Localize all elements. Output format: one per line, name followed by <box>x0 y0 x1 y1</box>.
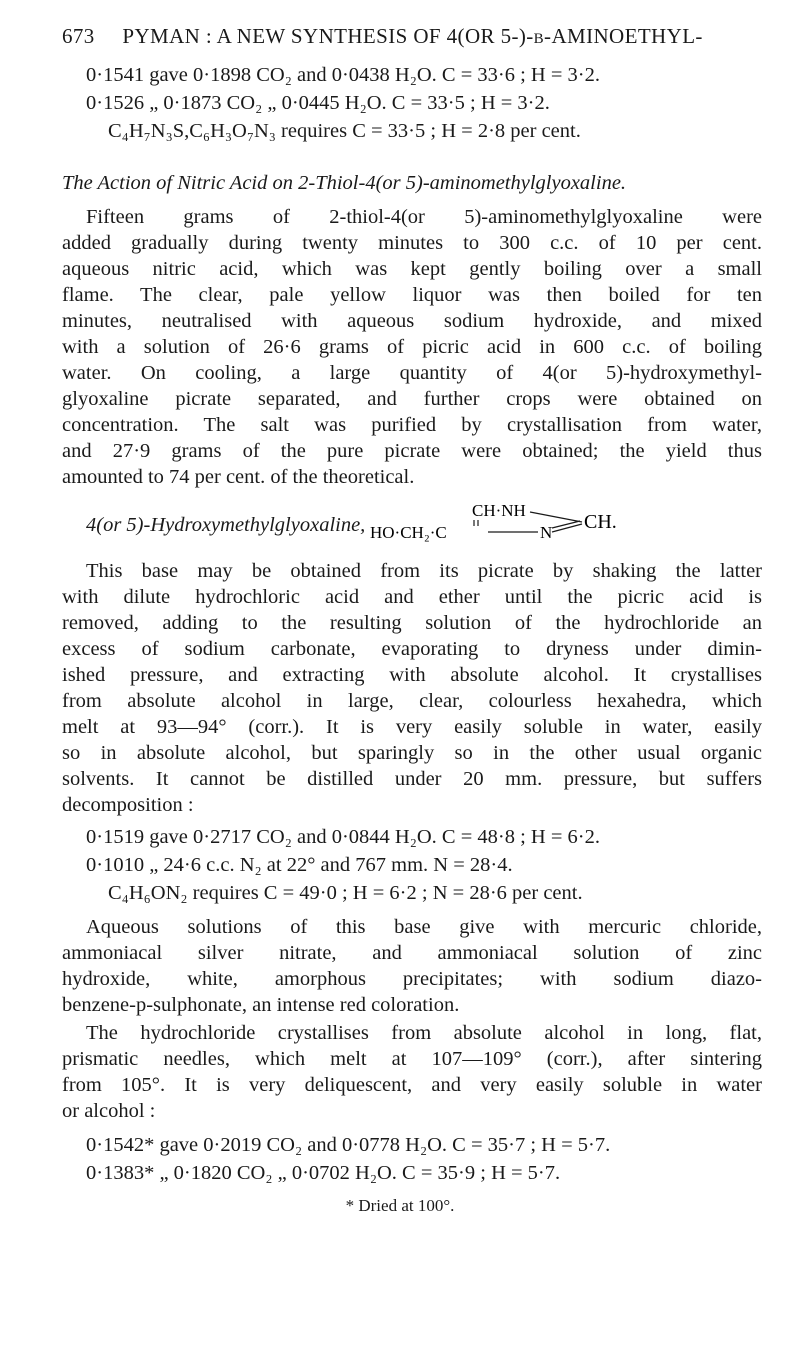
paragraph-line: from 105°. It is very deliquescent, and very easily soluble in water <box>62 1074 762 1096</box>
analysis-line: 0·1383* „ 0·1820 CO₂ „ 0·0702 H₂O. C = 35·9 ; H = 5·7. <box>86 1162 561 1184</box>
bond-n-ch-a <box>552 524 582 532</box>
paragraph-line: or alcohol : <box>62 1100 156 1122</box>
paragraph-line: from absolute alcohol in large, clear, colourless hexahedra, which <box>62 690 762 712</box>
bond-n-ch-b <box>552 521 580 528</box>
paragraph-line: and 27·9 grams of the pure picrate were obtained; the yield thus <box>62 440 762 462</box>
paragraph-line: aqueous nitric acid, which was kept gently boiling over a small <box>62 258 762 280</box>
paragraph-line: hydroxide, white, amorphous precipitates; with sodium diazo- <box>62 968 762 990</box>
formula-name: 4(or 5)-Hydroxymethylglyoxaline, <box>86 514 366 536</box>
analysis-line: 0·1519 gave 0·2717 CO₂ and 0·0844 H₂O. C = 48·8 ; H = 6·2. <box>86 826 600 848</box>
paragraph-line: The hydrochloride crystallises from absolute alcohol in long, flat, <box>86 1022 762 1044</box>
analysis-requirement: C₄H₇N₃S,C₆H₃O₇N₃ requires C = 33·5 ; H = 2·8 per cent. <box>108 120 581 142</box>
paragraph-line: with dilute hydrochloric acid and ether until the picric acid is <box>62 586 762 608</box>
glyoxaline-structure <box>370 502 690 542</box>
paragraph-line: glyoxaline picrate separated, and further crops were obtained on <box>62 388 762 410</box>
analysis-requirement: C₄H₆ON₂ requires C = 49·0 ; H = 6·2 ; N = 28·6 per cent. <box>108 882 583 904</box>
struct-top: CH·NH <box>472 502 526 520</box>
paragraph-line: added gradually during twenty minutes to 300 c.c. of 10 per cent. <box>62 232 762 254</box>
paragraph-line: melt at 93—94° (corr.). It is very easily soluble in water, easily <box>62 716 762 738</box>
struct-bottom-left: HO·CH₂·C <box>370 523 447 542</box>
paragraph-line: with a solution of 26·6 grams of picric acid in 600 c.c. of boiling <box>62 336 762 358</box>
paragraph-line: removed, adding to the resulting solution of the hydrochloride an <box>62 612 762 634</box>
struct-ch: CH. <box>584 511 617 533</box>
structural-formula <box>86 502 762 542</box>
page-number: 673 <box>62 24 95 48</box>
paragraph-line: Aqueous solutions of this base give with mercuric chloride, <box>86 916 762 938</box>
analysis-line: 0·1542* gave 0·2019 CO₂ and 0·0778 H₂O. C = 35·7 ; H = 5·7. <box>86 1134 611 1156</box>
running-title: PYMAN : A NEW SYNTHESIS OF 4(OR 5-)-β-AMINOETHYL- <box>122 24 703 48</box>
paragraph-line: amounted to 74 per cent. of the theoretical. <box>62 466 415 488</box>
paragraph-line: This base may be obtained from its picrate by shaking the latter <box>86 560 762 582</box>
struct-bottom-right: N <box>540 523 553 542</box>
paragraph-line: concentration. The salt was purified by crystallisation from water, <box>62 414 762 436</box>
paragraph-line: flame. The clear, pale yellow liquor was then boiled for ten <box>62 284 762 306</box>
footnote: * Dried at 100°. <box>345 1196 455 1215</box>
paragraph-line: ished pressure, and extracting with absolute alcohol. It crystallises <box>62 664 762 686</box>
paragraph-line: prismatic needles, which melt at 107—109° (corr.), after sintering <box>62 1048 762 1070</box>
paragraph-line: Fifteen grams of 2-thiol-4(or 5)-aminomethylglyoxaline were <box>86 206 762 228</box>
bond-nh-ch <box>530 512 582 522</box>
paragraph-line: excess of sodium carbonate, evaporating to dryness under dimin- <box>62 638 762 660</box>
paragraph-line: ammoniacal silver nitrate, and ammoniacal solution of zinc <box>62 942 762 964</box>
paragraph-line: decomposition : <box>62 794 194 816</box>
analysis-line: 0·1541 gave 0·1898 CO₂ and 0·0438 H₂O. C = 33·6 ; H = 3·2. <box>86 64 600 86</box>
analysis-line: 0·1526 „ 0·1873 CO₂ „ 0·0445 H₂O. C = 33·5 ; H = 3·2. <box>86 92 550 114</box>
paragraph-line: solvents. It cannot be distilled under 20 mm. pressure, but suffers <box>62 768 762 790</box>
section-title: The Action of Nitric Acid on 2-Thiol-4(or 5)-aminomethylglyoxaline. <box>62 172 627 194</box>
running-header <box>62 24 762 49</box>
paragraph-line: minutes, neutralised with aqueous sodium hydroxide, and mixed <box>62 310 762 332</box>
analysis-line: 0·1010 „ 24·6 c.c. N₂ at 22° and 767 mm. N = 28·4. <box>86 854 513 876</box>
paragraph-line: water. On cooling, a large quantity of 4(or 5)-hydroxymethyl- <box>62 362 762 384</box>
paragraph-line: so in absolute alcohol, but sparingly so in the other usual organic <box>62 742 762 764</box>
paragraph-line: benzene-p-sulphonate, an intense red coloration. <box>62 994 460 1016</box>
